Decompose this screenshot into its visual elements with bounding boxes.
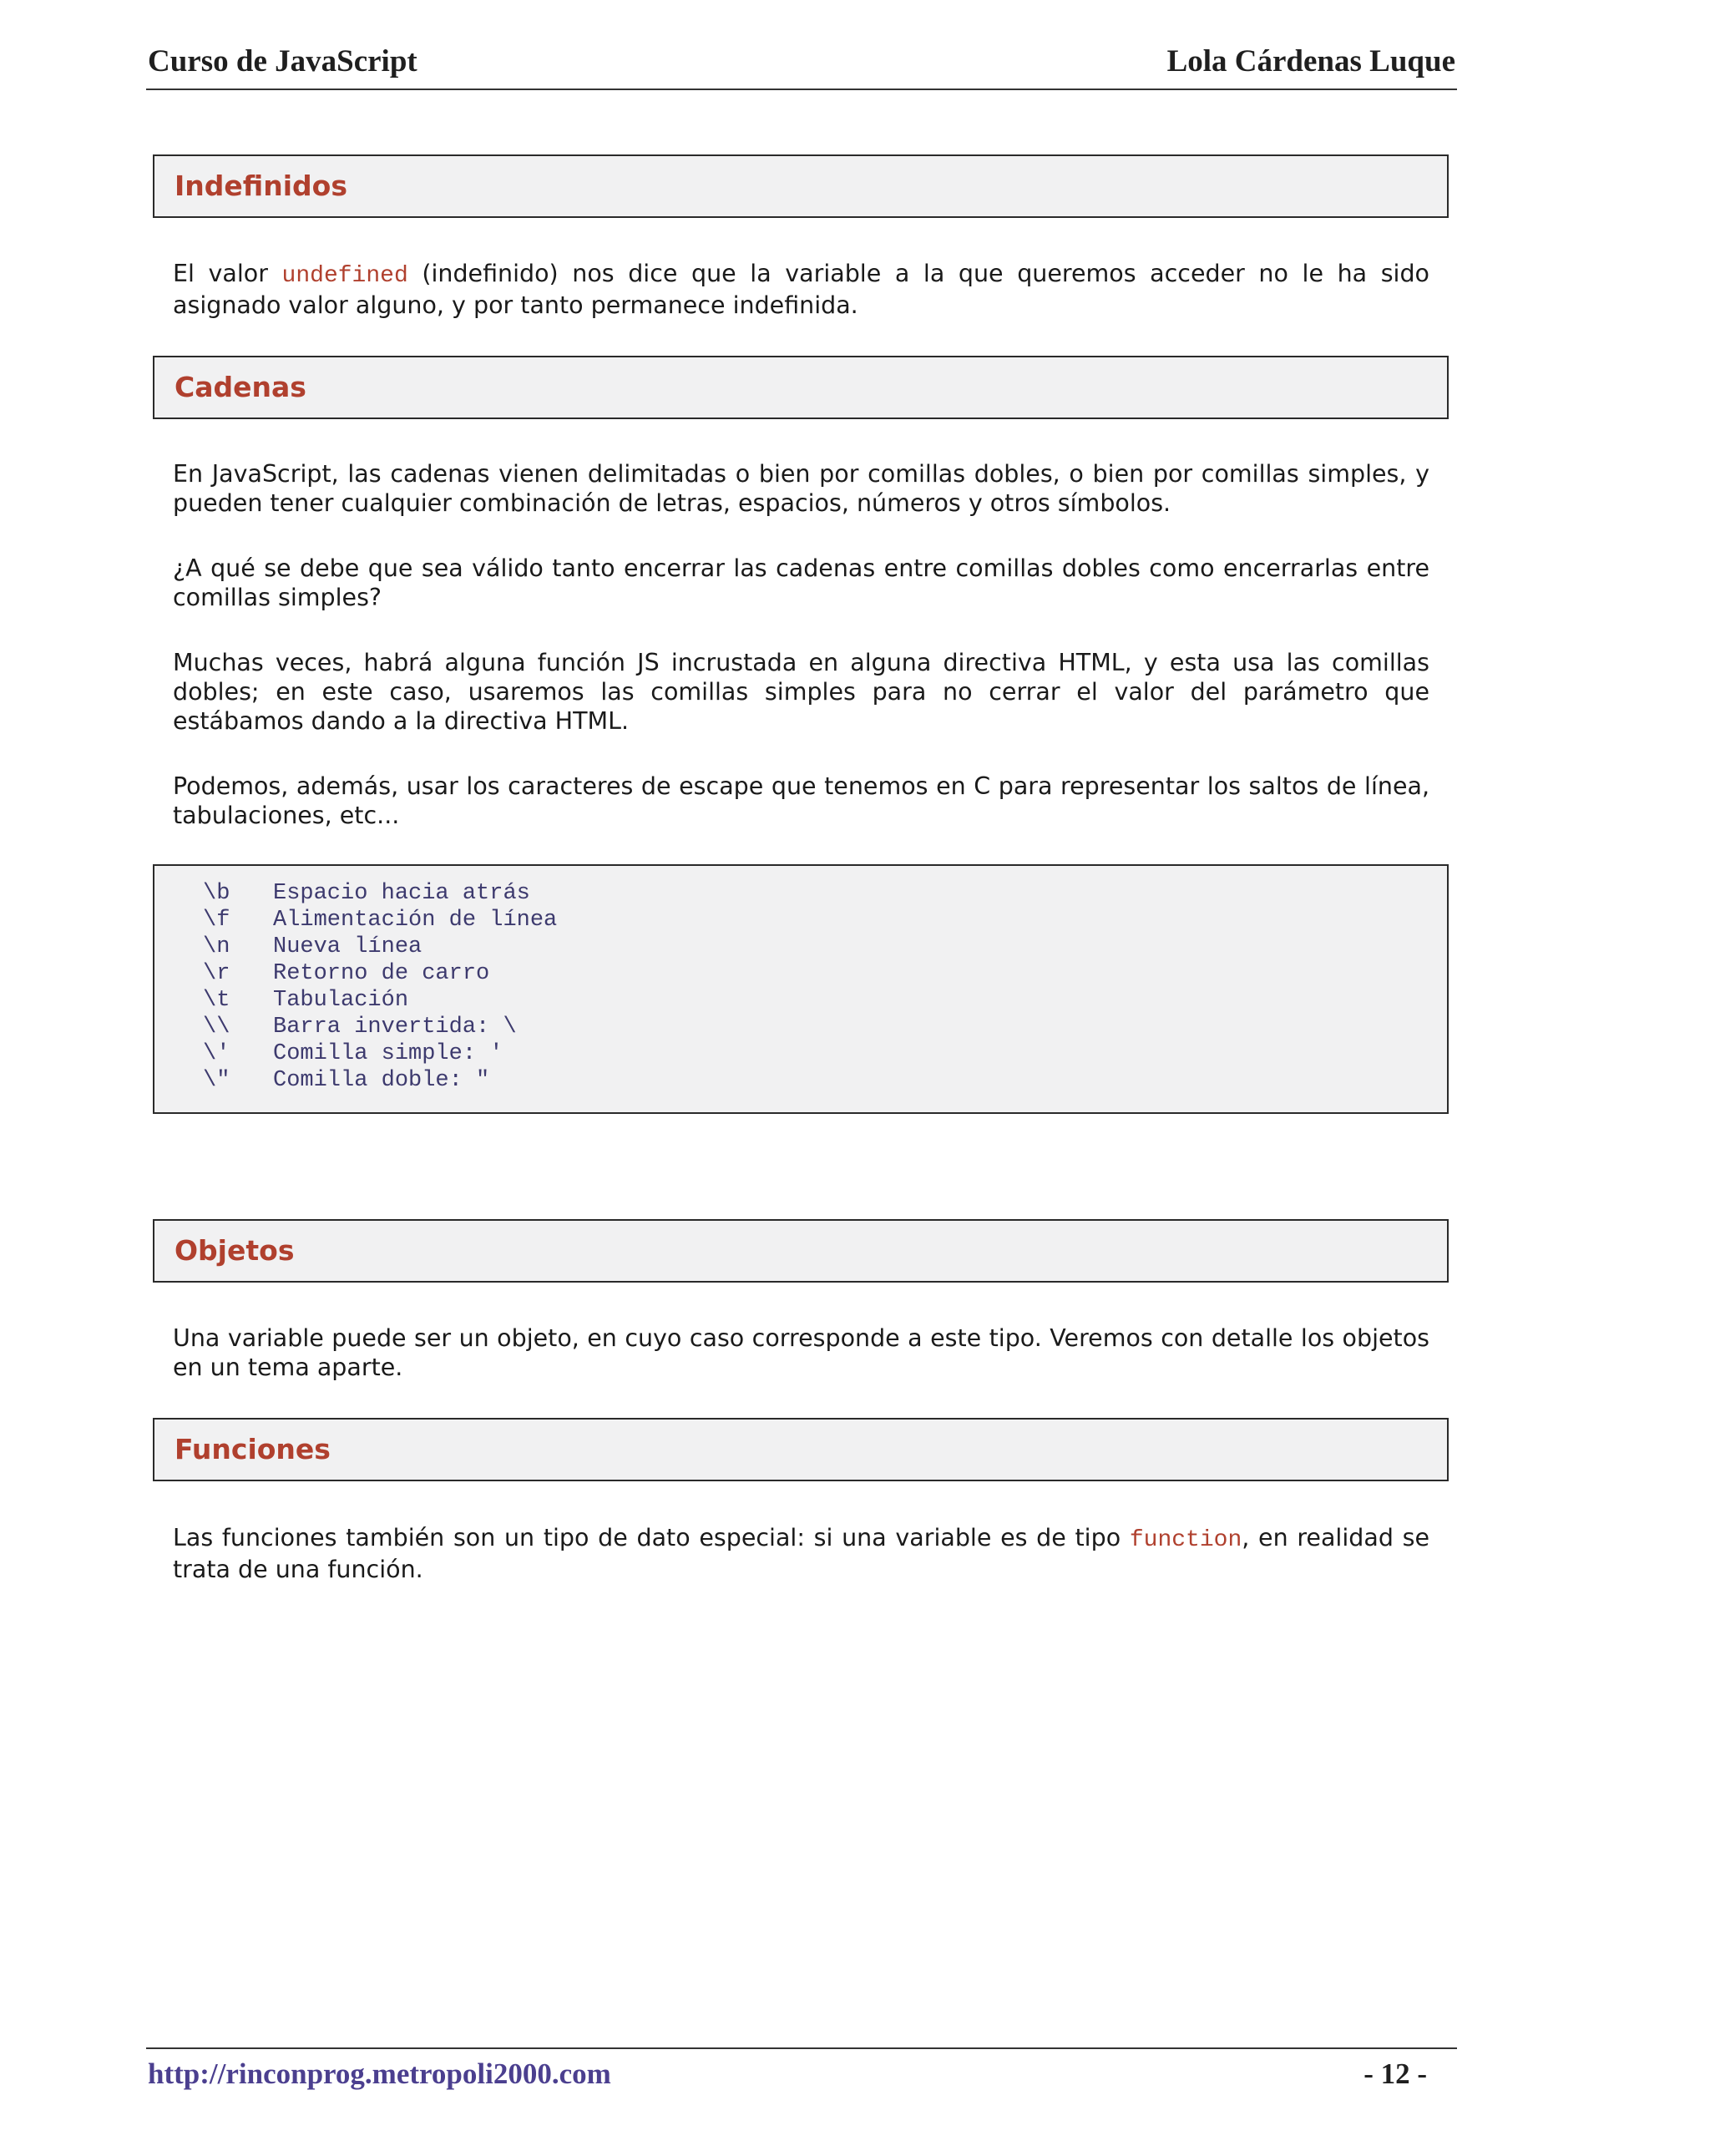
inline-code-undefined: undefined [281,263,408,289]
text-fragment: El valor [173,260,282,287]
escape-code: \t [203,988,230,1013]
escape-code: \r [203,961,230,986]
page-header [146,42,1457,90]
escape-code: \f [203,908,230,933]
escape-row [203,881,530,908]
escape-code: \" [203,1068,230,1093]
escape-row [203,961,489,988]
course-title: Curso de JavaScript [148,44,417,78]
escape-code: \' [203,1041,230,1066]
escape-row [203,1068,489,1095]
section-heading-objetos [153,1219,1449,1283]
paragraph-cadenas-3: Muchas veces, habrá alguna función JS incrustada en alguna directiva HTML, y esta usa las comillas dobles; en este caso, usaremos las comillas simples para no cerrar el valor del parámetro que estábamos dando a la directiva HTML. [173,649,1429,735]
escape-sequences-code-block [153,864,1449,1114]
escape-row [203,934,422,961]
paragraph-objetos: Una variable puede ser un objeto, en cuyo caso corresponde a este tipo. Veremos con detalle los objetos en un tema aparte. [173,1324,1429,1381]
paragraph-indefinidos [173,259,1429,320]
paragraph-cadenas-4: Podemos, además, usar los caracteres de escape que tenemos en C para representar los saltos de línea, tabulaciones, etc... [173,772,1429,829]
section-title-indefinidos: Indefinidos [175,170,347,202]
text-fragment: , en realidad se trata de una función. [173,1524,1429,1583]
paragraph-funciones [173,1523,1429,1584]
escape-row [203,1041,503,1068]
text-fragment: Las funciones también son un tipo de dato especial: si una variable es de tipo [173,1524,1130,1551]
escape-description: Comilla simple: ' [273,1041,503,1066]
section-heading-indefinidos [153,154,1449,218]
escape-code: \b [203,881,230,906]
paragraph-cadenas-2: ¿A qué se debe que sea válido tanto encerrar las cadenas entre comillas dobles como encerrarlas entre comillas simples? [173,554,1429,611]
escape-row [203,908,557,934]
page-number: - 12 - [1363,2057,1427,2090]
escape-description: Comilla doble: " [273,1068,490,1093]
escape-description: Nueva línea [273,934,422,959]
section-heading-funciones [153,1418,1449,1481]
escape-description: Alimentación de línea [273,908,558,933]
section-title-funciones: Funciones [175,1433,331,1465]
escape-description: Tabulación [273,988,409,1013]
escape-description: Barra invertida: \ [273,1015,517,1040]
section-title-cadenas: Cadenas [175,371,306,403]
escape-row [203,1015,517,1041]
escape-code: \\ [203,1015,230,1040]
escape-description: Espacio hacia atrás [273,881,530,906]
paragraph-cadenas-1: En JavaScript, las cadenas vienen delimitadas o bien por comillas dobles, o bien por comillas simples, y pueden tener cualquier combinación de letras, espacios, números y otros símbolos. [173,460,1429,517]
footer-url-link[interactable]: http://rinconprog.metropoli2000.com [148,2057,611,2090]
inline-code-function: function [1129,1527,1242,1553]
text-fragment: (indefinido) nos dice que la variable a la que queremos acceder no le ha sido asignado valor alguno, y por tanto permanece indefinida. [173,260,1429,319]
author-name: Lola Cárdenas Luque [1166,44,1455,78]
page-footer [146,2047,1457,2099]
section-heading-cadenas [153,356,1449,419]
section-title-objetos: Objetos [175,1234,295,1267]
escape-row [203,988,408,1015]
escape-code: \n [203,934,230,959]
escape-description: Retorno de carro [273,961,490,986]
